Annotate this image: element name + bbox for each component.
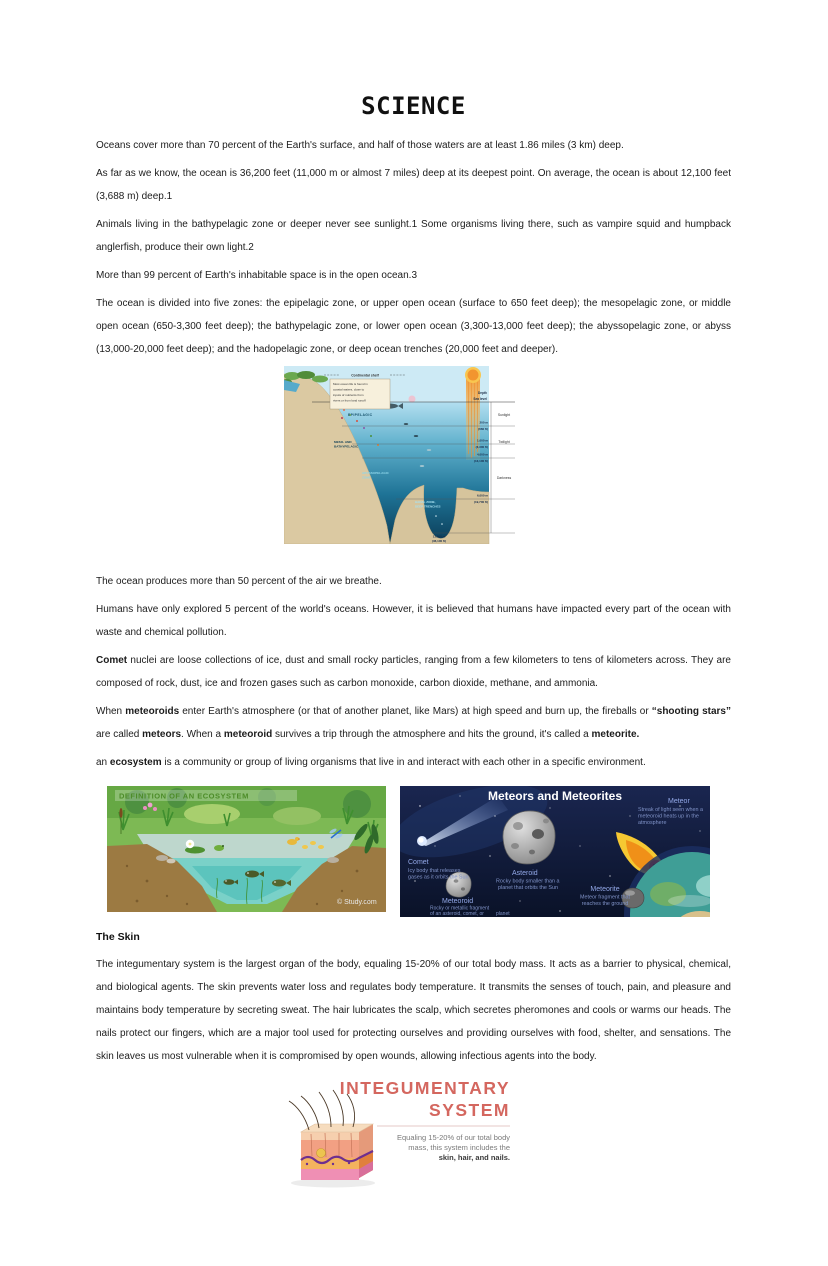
figure-row [107,786,731,917]
comet-desc: gases as it orbits the Sun [408,874,469,881]
integumentary-desc-line2: mass, this system includes the [408,1143,510,1152]
page-title: SCIENCE [361,92,466,120]
ecosystem-illustration [107,786,386,912]
meteors-title: Meteors and Meteorites [487,789,623,803]
sea-level-label: Sea level [473,397,487,401]
integumentary-title-line2: SYSTEM [429,1100,510,1120]
skin-heading: The Skin [96,931,140,943]
meteor-label: Meteor [668,798,690,805]
comet-label: Comet [408,859,429,866]
ocean-zones-figure [284,366,517,544]
meteoroid-desc: planet [496,911,510,917]
hadal-label-1: HADAL ZONE, [415,500,436,504]
paragraph: The ocean produces more than 50 percent of the air we breathe. [96,576,382,587]
paragraph: Animals living in the bathypelagic zone or deeper never see sunlight.1 Some organisms living there, such as vampire squid and humpback anglerfish, produce their own light.2 [96,219,731,253]
meteoroid-label: Meteoroid [442,898,474,905]
ecosystem-title: DEFINITION OF AN ECOSYSTEM [119,791,249,801]
mesopelagic-label-2: BATHYPELAGIC [334,444,359,449]
paragraph: As far as we know, the ocean is 36,200 feet (11,000 m or almost 7 miles) deep at its deepest point. On average, the ocean is about 12,100 feet (3,688 m) deep.1 [96,168,731,202]
integumentary-illustration [281,1074,520,1191]
ocean-zones-illustration [284,366,517,544]
depth-axis-title: Depth [477,391,487,395]
zone-twilight-label: Twilight [498,440,510,444]
meteors-illustration [400,786,710,917]
depth-11000m-ft: (36,100 ft) [431,539,447,543]
depth-6000m-ft: (19,700 ft) [473,500,488,504]
pond-surface [137,834,357,858]
meteoroid-desc: of an asteroid, comet, or [430,911,484,917]
asteroid-desc: Rocky body smaller than a [496,878,560,885]
depth-6000m: 6,000 m [476,493,488,498]
mesopelagic-label-1: MESO- AND [334,440,352,444]
meteors-figure [400,786,710,917]
integumentary-figure [281,1074,520,1191]
paragraph: The integumentary system is the largest organ of the body, equaling 15-20% of our total body mass. It acts as a barrier to physical, chemical, and biological agents. The skin prevents water loss and regulates body temperature. It transmits the senses of touch, pain, and pleasure and maintains body temperature by secreting sweat. The hair lubricates the scalp, which secretes pheromones and cools or warms our heads. The nails protect our fingers, which are a major tool used for protecting ourselves and providing ourselves with food, shelter, and sensations. The skin leaves us most vulnerable when it is compromised by open wounds, allowing infectious agents into the body. [96,959,731,1062]
skin-paragraphs [96,953,731,1068]
shelf-note-line: inputs of nutrients from [333,393,364,397]
paragraph: an ecosystem is a community or group of living organisms that live in and interact with each other in a specific environment. [96,757,646,768]
meteorite-desc: Meteor fragment that [579,894,631,901]
depth-200m-ft: (660 ft) [478,427,488,431]
epipelagic-label: EPIPELAGIC [348,413,373,417]
depth-4000m-ft: (13,100 ft) [473,459,488,463]
shelf-note-line: rivers or from land runoff [333,398,366,403]
hadal-label-2: DEEP TRENCHES [415,504,441,509]
paragraph: Comet nuclei are loose collections of ice, dust and small rocky particles, ranging from a few kilometers to tens of kilometers across. They are composed of rock, dust, ice and frozen gases such as carbon monoxide, carbon dioxide, methane, and ammonia. [96,655,731,689]
paragraph: The ocean is divided into five zones: the epipelagic zone, or upper open ocean (surface to 650 feet deep); the mesopelagic zone, or middle open ocean (650-3,300 feet deep); the bathypelagic zone, or lower open ocean (3,300-13,000 feet deep); the abyssopelagic zone, or abyss (13,000-20,000 feet deep); and the hadopelagic zone, or deep ocean trenches (20,000 feet and deeper). [96,298,731,355]
shelf-label: Continental shelf [351,373,379,378]
abyssopelagic-label-1: ABYSSOPELAGIC [362,471,389,475]
ecosystem-watermark: © Study.com [337,899,377,906]
meteor-desc: Streak of light seen when a [638,807,704,813]
ecosystem-figure [107,786,386,912]
zone-darkness-label: Darkness [496,476,512,480]
mid-paragraphs [96,570,731,774]
shelf-note-line: coastal waters, close to [333,387,365,392]
depth-4000m: 4,000 m [476,452,488,457]
integumentary-desc-line3: skin, hair, and nails. [438,1153,510,1162]
asteroid-desc: planet that orbits the Sun [498,885,558,891]
paragraph: Oceans cover more than 70 percent of the Earth's surface, and half of those waters are at least 1.86 miles (3 km) deep. [96,140,624,151]
meteor-desc: atmosphere [638,820,667,826]
depth-11000m: 11,000 m [432,534,446,539]
meteor-desc: meteoroid heats up in the [638,813,699,820]
integumentary-title-line1: INTEGUMENTARY [339,1078,510,1098]
paragraph: Humans have only explored 5 percent of the world's oceans. However, it is believed that humans have impacted every part of the ocean with waste and chemical pollution. [96,604,731,638]
shelf-note-line: Most ocean life is found in [333,382,368,386]
cattail [119,808,122,818]
depth-1000m-ft: (3,300 ft) [475,445,488,449]
depth-1000m: 1,000 m [476,438,488,443]
integumentary-desc-line1: Equaling 15-20% of our total body [397,1133,510,1142]
abyssopelagic-label-2: ZONE [362,475,371,480]
meteorite-label: Meteorite [590,886,620,893]
comet-desc: Icy body that releases [408,868,461,874]
zone-sunlight-label: Sunlight [497,413,511,417]
paragraph: When meteoroids enter Earth's atmosphere (or that of another planet, like Mars) at high speed and burn up, the fireballs or “shooting stars” are called meteors. When a meteoroid survives a trip through the atmosphere and hits the ground, it's called a meteorite. [96,706,731,740]
intro-paragraphs [96,134,731,361]
depth-200m: 200 m [479,420,488,425]
paragraph: More than 99 percent of Earth's inhabitable space is in the open ocean.3 [96,270,418,281]
meteoroid-desc: Rocky or metallic fragment [430,905,490,912]
asteroid-label: Asteroid [512,870,538,877]
meteorite-desc: reaches the ground [581,901,629,907]
